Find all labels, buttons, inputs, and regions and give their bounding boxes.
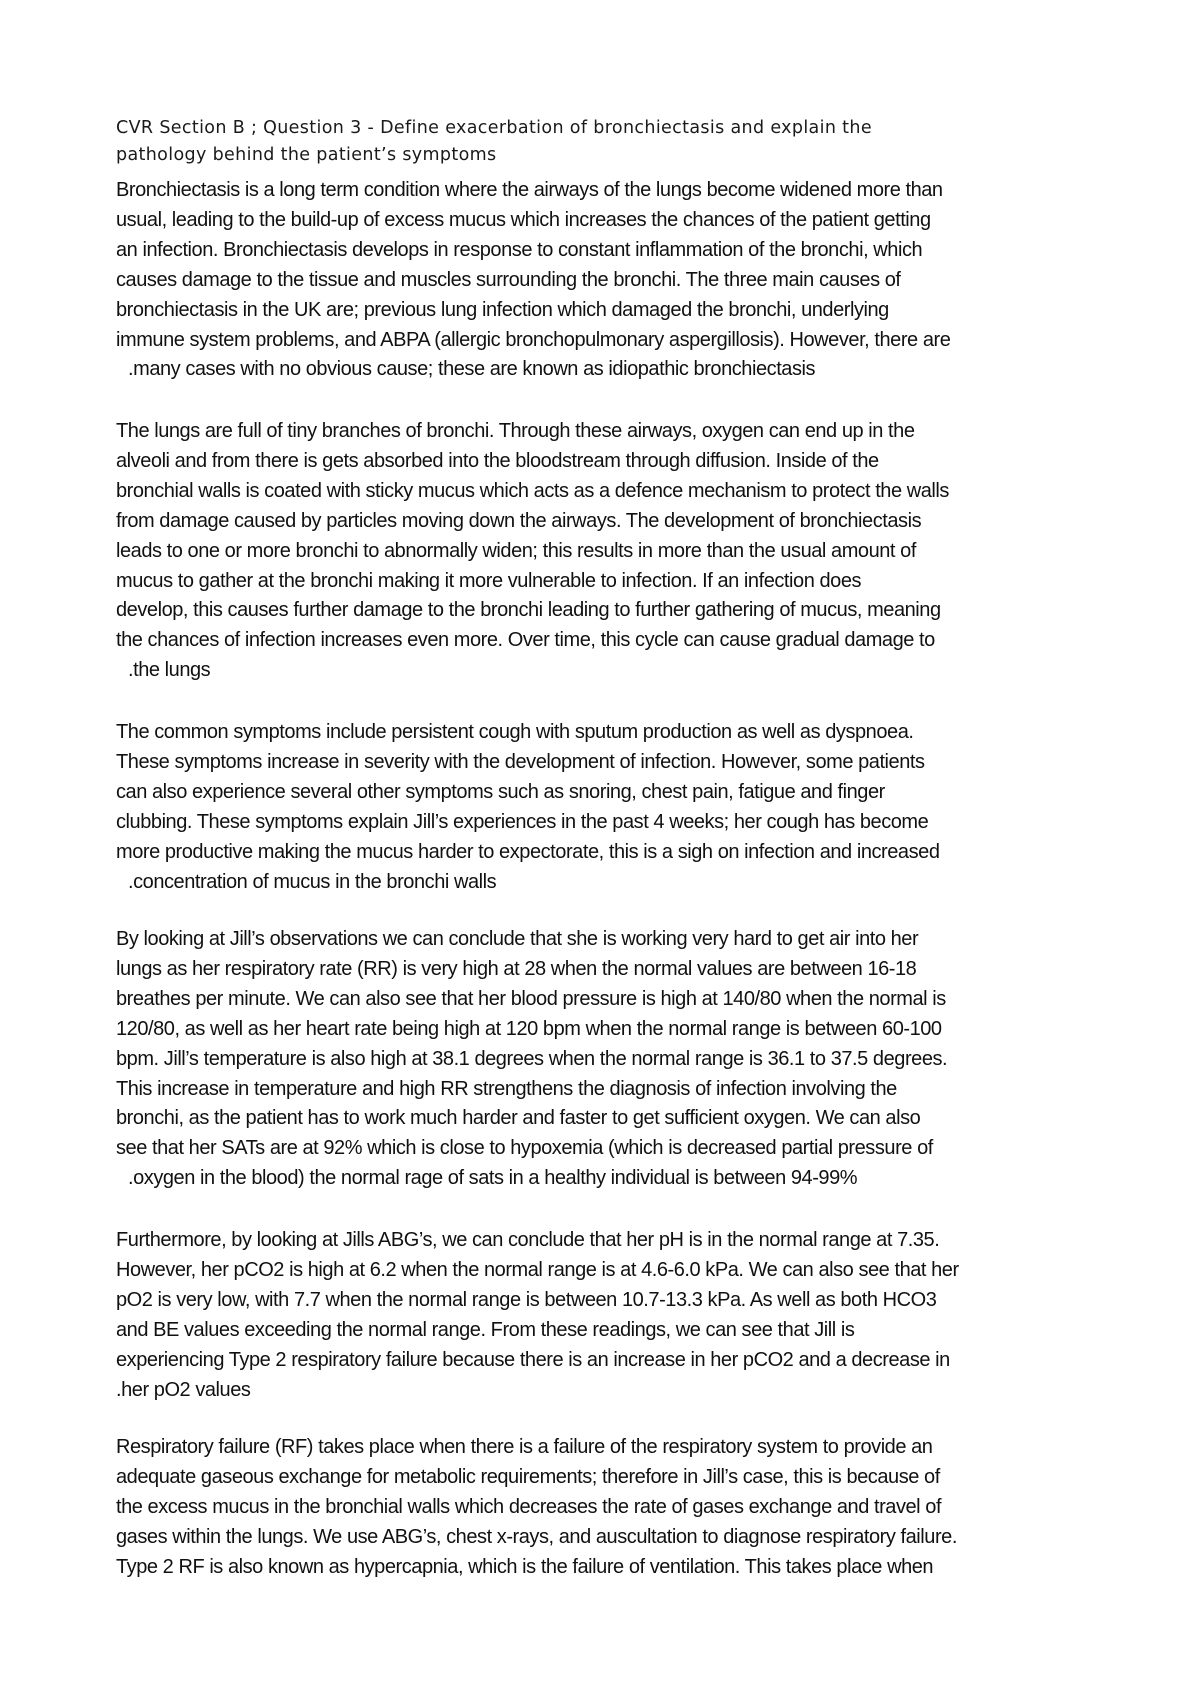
paragraph-bronchiectasis-definition xyxy=(116,176,1116,385)
text-line: immune system problems, and ABPA (allergic bronchopulmonary aspergillosis). However, there are xyxy=(116,328,951,351)
text-line: bronchial walls is coated with sticky mucus which acts as a defence mechanism to protect the walls xyxy=(116,479,949,502)
text-line: This increase in temperature and high RR strengthens the diagnosis of infection involving the xyxy=(116,1077,897,1100)
text-line: .the lungs xyxy=(128,659,211,682)
text-line: see that her SATs are at 92% which is close to hypoxemia (which is decreased partial pressure of xyxy=(116,1137,933,1160)
text-line: The common symptoms include persistent cough with sputum production as well as dyspnoea. xyxy=(116,721,914,743)
text-line: pO2 is very low, with 7.7 when the normal range is between 10.7-13.3 kPa. As well as both HCO3 xyxy=(116,1288,937,1311)
text-line: .her pO2 values xyxy=(116,1378,251,1401)
text-line: leads to one or more bronchi to abnormally widen; this results in more than the usual amount of xyxy=(116,539,916,562)
text-line: bronchiectasis in the UK are; previous lung infection which damaged the bronchi, underlying xyxy=(116,298,889,321)
text-line: Bronchiectasis is a long term condition where the airways of the lungs become widened more than xyxy=(116,179,943,201)
text-line: However, her pCO2 is high at 6.2 when the normal range is at 4.6-6.0 kPa. We can also see that her xyxy=(116,1258,959,1281)
paragraph-abg-results xyxy=(116,1226,1116,1405)
text-line: gases within the lungs. We use ABG’s, chest x-rays, and auscultation to diagnose respiratory failure. xyxy=(116,1525,957,1548)
text-line: bronchi, as the patient has to work much harder and faster to get sufficient oxygen. We can also xyxy=(116,1107,921,1130)
text-line: adequate gaseous exchange for metabolic requirements; therefore in Jill’s case, this is because of xyxy=(116,1465,940,1488)
text-line: Type 2 RF is also known as hypercapnia, which is the failure of ventilation. This takes place when xyxy=(116,1555,934,1578)
text-line: an infection. Bronchiectasis develops in response to constant inflammation of the bronchi, which xyxy=(116,238,923,261)
text-line: .oxygen in the blood) the normal rage of sats in a healthy individual is between 94-99% xyxy=(128,1167,858,1190)
text-line: and BE values exceeding the normal range. From these readings, we can see that Jill is xyxy=(116,1318,855,1341)
text-line: the chances of infection increases even more. Over time, this cycle can cause gradual damage to xyxy=(116,629,935,652)
text-line: Respiratory failure (RF) takes place when there is a failure of the respiratory system to provide an xyxy=(116,1436,933,1458)
text-line: clubbing. These symptoms explain Jill’s experiences in the past 4 weeks; her cough has become xyxy=(116,810,929,833)
text-line: the excess mucus in the bronchial walls which decreases the rate of gases exchange and travel of xyxy=(116,1495,942,1518)
text-line: bpm. Jill’s temperature is also high at 38.1 degrees when the normal range is 36.1 to 37.5 degrees. xyxy=(116,1047,948,1070)
text-line: from damage caused by particles moving down the airways. The development of bronchiectasis xyxy=(116,509,922,532)
text-line: more productive making the mucus harder to expectorate, this is a sigh on infection and increased xyxy=(116,840,940,863)
paragraph-observations xyxy=(116,925,1116,1194)
heading-line: CVR Section B ; Question 3 - Define exacerbation of bronchiectasis and explain the xyxy=(116,118,872,138)
paragraph-lung-pathology xyxy=(116,417,1116,686)
text-line: The lungs are full of tiny branches of bronchi. Through these airways, oxygen can end up in the xyxy=(116,420,915,442)
text-line: experiencing Type 2 respiratory failure because there is an increase in her pCO2 and a decrease in xyxy=(116,1348,950,1371)
text-line: 120/80, as well as her heart rate being high at 120 bpm when the normal range is between 60-100 xyxy=(116,1017,942,1040)
text-line: lungs as her respiratory rate (RR) is very high at 28 when the normal values are between 16-18 xyxy=(116,957,917,980)
heading-line: pathology behind the patient’s symptoms xyxy=(116,145,497,165)
text-line: causes damage to the tissue and muscles surrounding the bronchi. The three main causes of xyxy=(116,268,901,291)
text-line: .many cases with no obvious cause; these are known as idiopathic bronchiectasis xyxy=(128,358,816,381)
paragraph-symptoms xyxy=(116,718,1116,897)
paragraph-respiratory-failure xyxy=(116,1433,1116,1583)
text-line: breathes per minute. We can also see that her blood pressure is high at 140/80 when the normal is xyxy=(116,987,946,1010)
text-line: can also experience several other symptoms such as snoring, chest pain, fatigue and finger xyxy=(116,780,885,803)
text-line: mucus to gather at the bronchi making it more vulnerable to infection. If an infection does xyxy=(116,569,862,592)
text-line: usual, leading to the build-up of excess mucus which increases the chances of the patient getting xyxy=(116,208,931,231)
text-line: By looking at Jill’s observations we can conclude that she is working very hard to get air into her xyxy=(116,928,919,950)
question-heading xyxy=(116,115,1076,169)
text-line: develop, this causes further damage to the bronchi leading to further gathering of mucus, meaning xyxy=(116,599,941,622)
text-line: .concentration of mucus in the bronchi walls xyxy=(128,870,497,893)
text-line: alveoli and from there is gets absorbed into the bloodstream through diffusion. Inside of the xyxy=(116,449,879,472)
text-line: Furthermore, by looking at Jills ABG’s, we can conclude that her pH is in the normal range at 7.35. xyxy=(116,1229,940,1251)
text-line: These symptoms increase in severity with the development of infection. However, some patients xyxy=(116,750,925,773)
